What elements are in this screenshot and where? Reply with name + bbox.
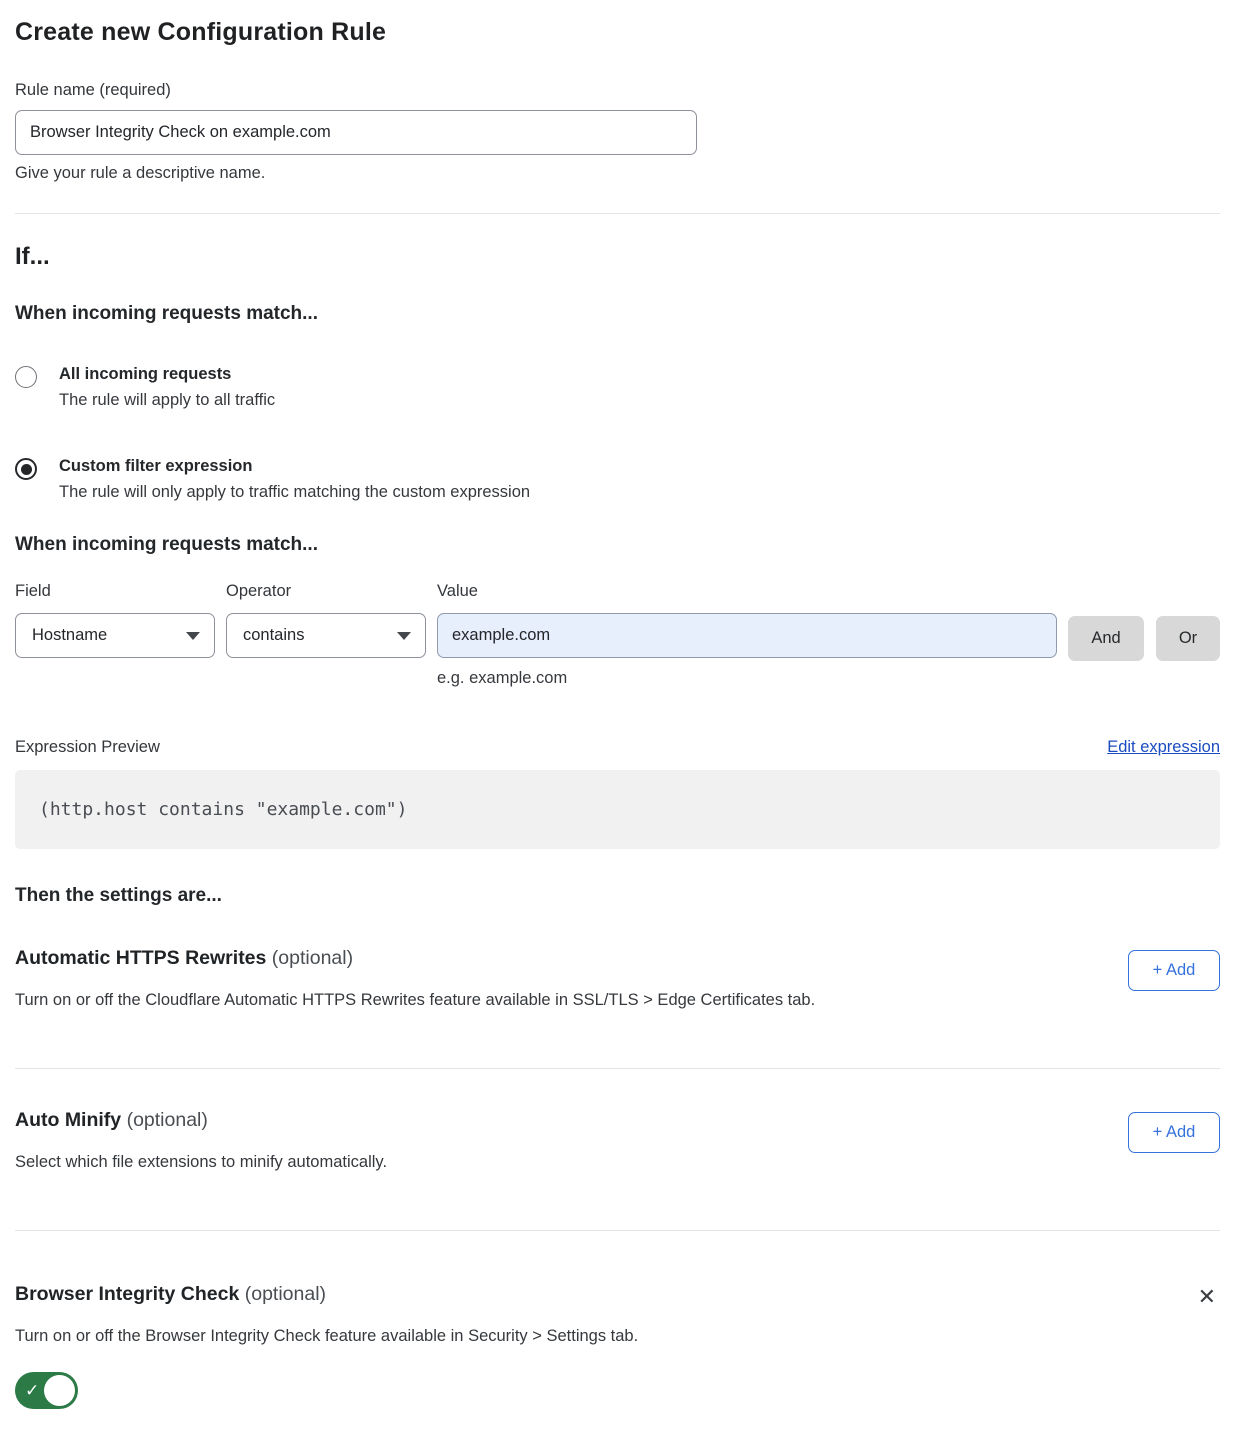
chevron-down-icon (397, 632, 411, 640)
page-title: Create new Configuration Rule (15, 18, 387, 46)
value-hint: e.g. example.com (437, 669, 568, 687)
setting-title: Automatic HTTPS Rewrites (15, 947, 267, 969)
check-icon: ✓ (25, 1380, 40, 1400)
setting-optional-tag: (optional) (239, 1283, 327, 1305)
expression-preview-label: Expression Preview (15, 738, 160, 756)
field-label: Field (15, 582, 51, 600)
radio-option-description: The rule will apply to all traffic (59, 391, 276, 409)
setting-title: Browser Integrity Check (15, 1283, 240, 1305)
expression-preview-header (15, 738, 1220, 757)
field-select[interactable] (15, 613, 215, 658)
rule-name-label: Rule name (required) (15, 81, 171, 99)
setting-optional-tag: (optional) (266, 947, 354, 969)
if-heading: If... (15, 243, 50, 270)
operator-select[interactable] (226, 613, 426, 658)
setting-title-line (15, 947, 815, 970)
match-heading: When incoming requests match... (15, 303, 318, 324)
toggle-knob[interactable] (44, 1375, 75, 1406)
setting-description: Turn on or off the Cloudflare Automatic HTTPS Rewrites feature available in SSL/TLS > Edge Certificates tab. (15, 991, 816, 1009)
and-button[interactable]: And (1068, 616, 1144, 661)
browser-integrity-check-toggle[interactable] (15, 1372, 78, 1409)
setting-description: Turn on or off the Browser Integrity Check feature available in Security > Settings tab. (15, 1327, 639, 1345)
radio-button-selected-icon[interactable] (15, 458, 37, 480)
setting-title-line (15, 1109, 387, 1132)
radio-option-description: The rule will only apply to traffic matching the custom expression (59, 483, 531, 501)
setting-row-automatic-https-rewrites (15, 907, 1220, 1069)
value-input[interactable] (437, 613, 1057, 658)
rule-name-help: Give your rule a descriptive name. (15, 164, 266, 182)
expression-preview-code: (http.host contains "example.com") (15, 770, 1220, 849)
expression-builder-row (15, 582, 1220, 688)
radio-option-label: All incoming requests (59, 365, 232, 383)
add-button[interactable]: + Add (1128, 1112, 1220, 1153)
radio-option-texts (59, 457, 530, 502)
operator-label: Operator (226, 582, 292, 600)
field-column (15, 582, 215, 658)
logic-buttons (1068, 582, 1220, 661)
radio-button-unselected-icon[interactable] (15, 366, 37, 388)
or-button[interactable]: Or (1156, 616, 1220, 661)
then-heading: Then the settings are... (15, 885, 222, 906)
setting-title-line (15, 1283, 1194, 1306)
section-divider (15, 213, 1220, 214)
setting-title: Auto Minify (15, 1109, 122, 1131)
expression-builder-heading: When incoming requests match... (15, 534, 318, 555)
chevron-down-icon (186, 632, 200, 640)
radio-option-label: Custom filter expression (59, 457, 253, 475)
setting-row-auto-minify (15, 1069, 1220, 1231)
setting-texts (15, 947, 815, 1010)
setting-texts (15, 1283, 1194, 1414)
setting-texts (15, 1109, 387, 1172)
radio-option-all-requests[interactable] (15, 365, 1220, 410)
setting-optional-tag: (optional) (121, 1109, 208, 1131)
radio-dot (21, 464, 32, 475)
value-label: Value (437, 582, 478, 600)
close-icon[interactable]: ✕ (1197, 1284, 1216, 1309)
operator-select-value: contains (243, 626, 305, 644)
value-column (437, 582, 1057, 688)
field-select-value: Hostname (32, 626, 108, 644)
add-button[interactable]: + Add (1128, 950, 1220, 991)
operator-column (226, 582, 426, 658)
edit-expression-link[interactable]: Edit expression (1107, 738, 1220, 756)
setting-description: Select which file extensions to minify automatically. (15, 1153, 388, 1171)
radio-option-custom-filter[interactable] (15, 457, 1220, 502)
rule-name-input[interactable] (15, 110, 697, 155)
radio-option-texts (59, 365, 275, 410)
setting-row-browser-integrity-check (15, 1231, 1220, 1414)
